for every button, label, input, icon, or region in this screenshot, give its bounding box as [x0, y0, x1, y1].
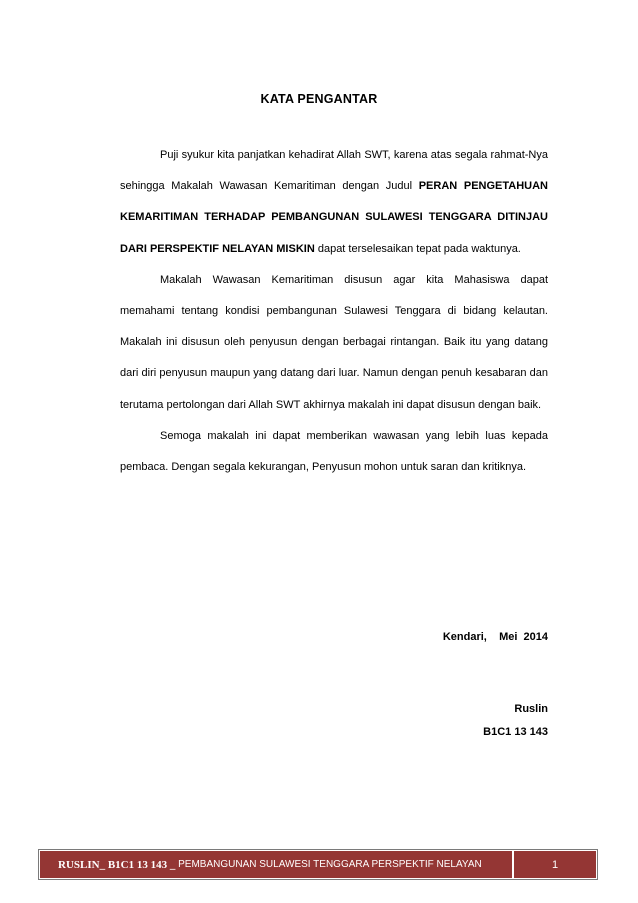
paragraph-2: Makalah Wawasan Kemaritiman disusun agar kita Mahasiswa dapat memahami tentang kondisi pembangunan Sulawesi Tenggara di bidang kelautan. Makalah ini disusun oleh penyusun dengan berbagai rintangan. Baik itu yang datang dari diri penyusun maupun yang datang dari luar. Namun dengan penuh kesabaran dan terutama pertolongan dari Allah SWT akhirnya makalah ini dapat disusun dengan baik. — [120, 273, 548, 411]
footer-title-bar — [40, 851, 512, 878]
signature-name: Ruslin — [514, 703, 548, 715]
paragraph-1-text: Puji syukur kita panjatkan kehadirat Allah SWT, karena atas segala rahmat-Nya sehingga Makalah Wawasan Kemaritiman dengan Judul — [120, 149, 548, 193]
paper-title: PERAN PENGETAHUAN KEMARITIMAN TERHADAP PEMBANGUNAN SULAWESI TENGGARA DITINJAU DARI PERSPEKTIF NELAYAN MISKIN — [120, 180, 548, 255]
document-body — [120, 140, 548, 483]
footer-author: RUSLIN_ B1C1 13 143 _ — [58, 858, 176, 871]
paragraph-3: Semoga makalah ini dapat memberikan wawasan yang lebih luas kepada pembaca. Dengan segala kekurangan, Penyusun mohon untuk saran dan kritiknya. — [120, 429, 548, 474]
paragraph-1-end: dapat terselesaikan tepat pada waktunya. — [314, 242, 521, 255]
page-title: KATA PENGANTAR — [260, 92, 378, 106]
page-footer — [38, 849, 598, 880]
signature-place-date: Kendari, Mei 2014 — [442, 631, 548, 643]
page-number: 1 — [514, 851, 596, 878]
signature-id: B1C1 13 143 — [483, 726, 548, 738]
footer-title: PEMBANGUNAN SULAWESI TENGGARA PERSPEKTIF NELAYAN — [175, 859, 482, 870]
paragraph-1 — [120, 140, 548, 265]
